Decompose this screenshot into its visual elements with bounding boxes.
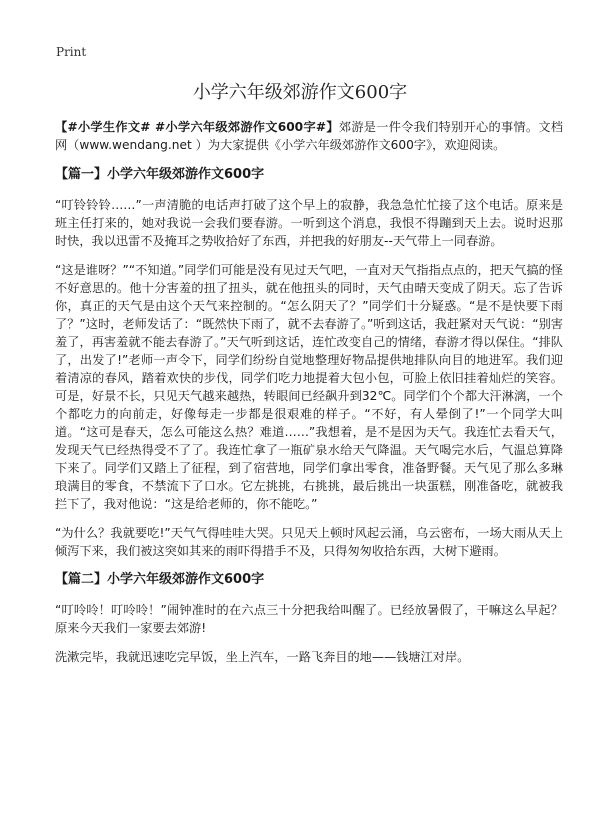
intro-tags: 【#小学生作文# #小学六年级郊游作文600字#】: [55, 120, 339, 134]
intro-text: 郊游是一件令我们特别开心的事情。文档网（www.wendang.net ）为大家提供《小学六年级郊游作文600字》，欢迎阅读。: [55, 120, 564, 152]
paragraph: “叮铃铃铃……”一声清脆的电话声打破了这个早上的寂静，我急急忙忙接了这个电话。原来是班主任打来的，她对我说一会我们要春游。一听到这个消息，我恨不得蹦到天上去。说时迟那时快，我以迅雷不及掩耳之势收拾好了东西，并把我的好朋友--天气带上一同春游。: [55, 198, 563, 248]
paragraph: “为什么？我就要吃!”天气气得哇哇大哭。只见天上顿时风起云涌，乌云密布，一场大雨从天上倾泻下来，我们被这突如其来的雨吓得措手不及，只得匆匆收拾东西，大树下避雨。: [55, 526, 563, 558]
article-body: [55, 118, 563, 677]
section-1-heading: 【篇一】小学六年级郊游作文600字: [55, 167, 265, 182]
section-2-heading: 【篇二】小学六年级郊游作文600字: [55, 572, 265, 587]
paragraph: 洗漱完毕，我就迅速吃完早饭，坐上汽车，一路飞奔目的地——钱塘江对岸。: [55, 650, 470, 664]
print-link[interactable]: Print: [56, 45, 87, 59]
intro-paragraph: [55, 118, 563, 154]
paragraph: “叮呤呤！叮呤呤！”闹钟准时的在六点三十分把我给叫醒了。已经放暑假了，干嘛这么早起？原来今天我们一家要去郊游!: [55, 603, 563, 635]
paragraph: “这是谁呀？”“不知道。”同学们可能是没有见过天气吧，一直对天气指指点点的，把天气搞的怪不好意思的。他十分害羞的扭了扭头，就在他扭头的同时，天气由晴天变成了阴天。忘了告诉你，真正的天气是由这个天气来控制的。“怎么阴天了？”同学们十分疑惑。“是不是快要下雨了？”这时，老师发话了：“既然快下雨了，就不去春游了。”听到这话，我赶紧对天气说：“别害羞了，再害羞就不能去春游了。”天气听到这话，连忙改变自己的情绪，春游才得以保住。“排队了，出发了!”老师一声令下，同学们纷纷自觉地整理好物品提供地排队向目的地进军。我们迎着清凉的春风，踏着欢快的步伐，同学们吃力地提着大包小包，可脸上依旧挂着灿烂的笑容。可是，好景不长，只见天气越来越热，转眼间已经飙升到32℃。同学们个个都大汗淋漓，一个个都吃力的向前走，好像每走一步都是很艰难的样子。“不好，有人晕倒了!”一个同学大叫道。“这可是春天，怎么可能这么热？难道……”我想着，是不是因为天气。我连忙去看天气，发现天气已经热得受不了了。我连忙拿了一瓶矿泉水给天气降温。天气喝完水后，气温总算降下来了。同学们又踏上了征程，到了宿营地，同学们拿出零食，准备野餐。天气见了那么多琳琅满目的零食，不禁流下了口水。它左挑挑，右挑挑，最后挑出一块蛋糕，刚准备吃，就被我拦下了，我对他说：“这是给老师的，你不能吃。”: [55, 263, 563, 511]
page-title: 小学六年级郊游作文600字: [192, 82, 408, 103]
